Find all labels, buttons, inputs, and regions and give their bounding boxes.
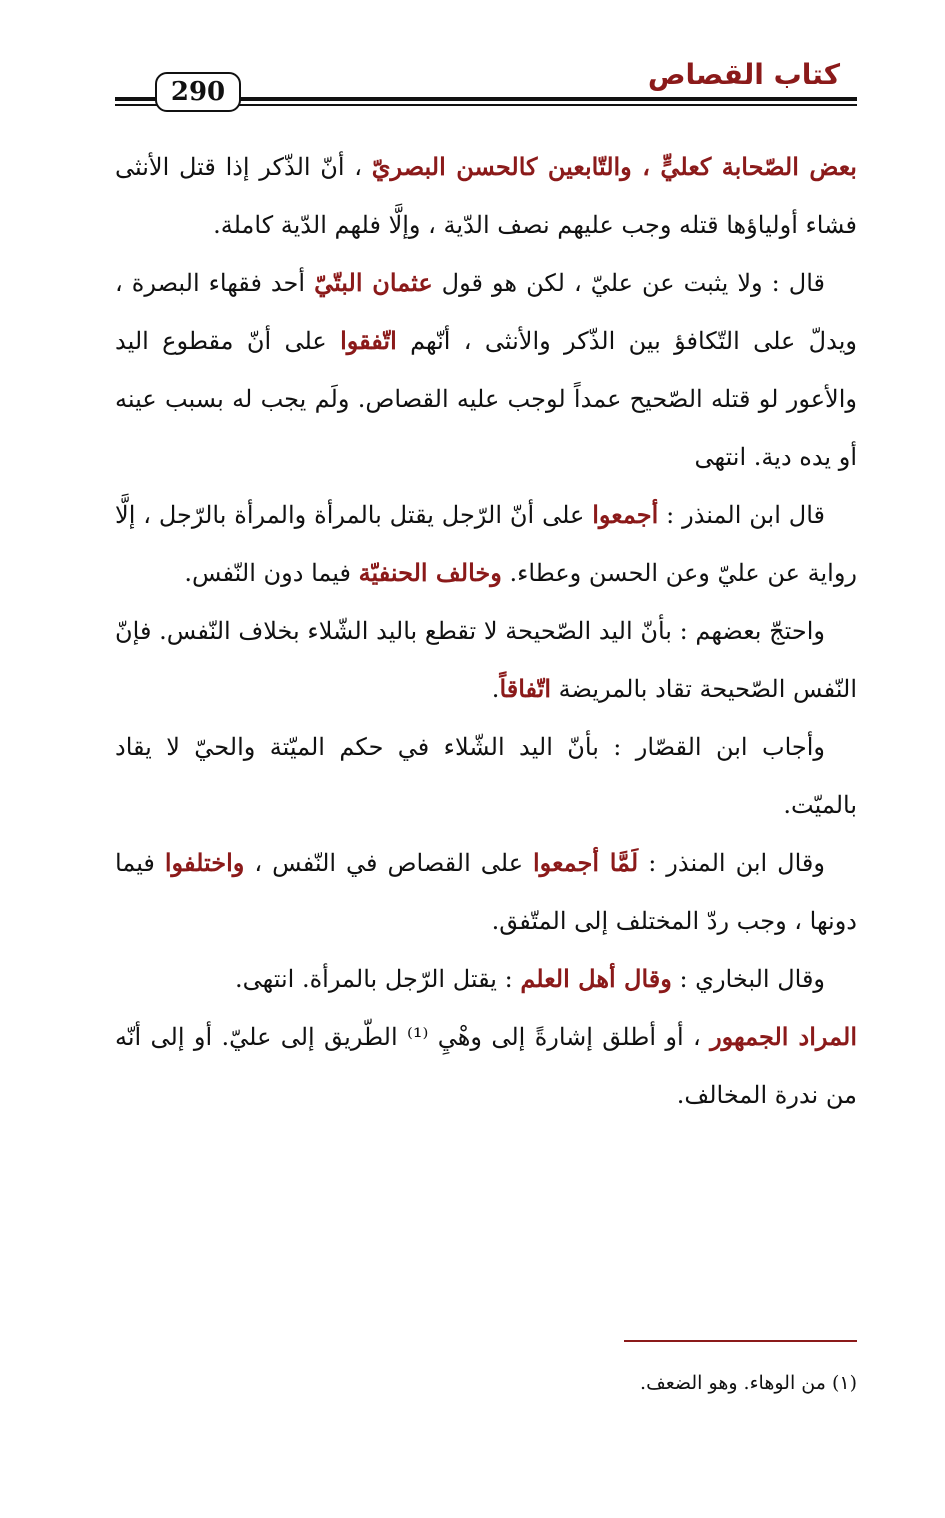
text-run: وقال ابن المنذر : (638, 849, 825, 877)
highlighted-text: أجمعوا (592, 500, 659, 529)
highlighted-text: واختلفوا (164, 848, 245, 877)
paragraph (115, 834, 857, 950)
text-run: على أنّ مقطوع اليد والأعور لو قتله الصّحيح عمداً لوجب عليه القصاص. ولَم يجب له بسبب عينه أو يده دية. انتهى (115, 327, 857, 471)
text-run: فيما دونها ، وجب ردّ المختلف إلى المتّفق. (115, 849, 857, 935)
text-run: . (491, 675, 500, 703)
paragraph (115, 602, 857, 718)
paragraph (115, 1008, 857, 1124)
footnote-separator (624, 1340, 857, 1342)
paragraph (115, 138, 857, 254)
text-run: على أنّ الرّجل يقتل بالمرأة والمرأة بالرّجل ، إلَّا رواية عن عليّ وعن الحسن وعطاء. (115, 501, 857, 587)
paragraph (115, 950, 857, 1008)
paragraph (115, 486, 857, 602)
text-run: ، أو أطلق إشارةً إلى وهْيِ ⁽¹⁾ الطّريق إلى عليّ. أو إلى أنّه من ندرة المخالف. (115, 1023, 857, 1109)
highlighted-text: اتّفقوا (340, 326, 397, 355)
highlighted-text: اتّفاقاً (499, 674, 552, 703)
highlighted-text: بعض الصّحابة كعليٍّ ، والتّابعين كالحسن البصريّ (371, 152, 857, 181)
page-body (115, 138, 857, 1124)
text-run: فيما دون النّفس. (184, 559, 359, 587)
highlighted-text: لَمَّا أجمعوا (533, 848, 639, 877)
highlighted-text: وخالف الحنفيّة (358, 558, 502, 587)
page-number-box (155, 72, 241, 112)
highlighted-text: وقال أهل العلم (520, 964, 672, 993)
page-number: 290 (170, 77, 226, 107)
paragraph (115, 718, 857, 834)
text-run: قال : ولا يثبت عن عليّ ، لكن هو قول (432, 269, 825, 297)
text-run: أحد فقهاء البصرة ، ويدلّ على التّكافؤ بين الذّكر والأنثى ، أنّهم (115, 269, 857, 355)
paragraph (115, 254, 857, 486)
text-run: : يقتل الرّجل بالمرأة. انتهى. (235, 965, 521, 993)
text-run: قال ابن المنذر : (658, 501, 826, 529)
footnote: (١) من الوهاء. وهو الضعف. (640, 1372, 857, 1394)
text-run: واحتجّ بعضهم : بأنّ اليد الصّحيحة لا تقطع باليد الشّلاء بخلاف النّفس. فإنّ النّفس الصّحيحة تقاد بالمريضة (115, 617, 857, 703)
page-header (0, 0, 945, 120)
text-run: وقال البخاري : (671, 965, 825, 993)
book-title: كتاب القصاص (647, 58, 840, 91)
highlighted-text: المراد الجمهور (710, 1022, 857, 1051)
highlighted-text: عثمان البتّيّ (314, 268, 433, 297)
text-run: على القصاص في النّفس ، (244, 849, 534, 877)
text-run: ، أنّ الذّكر إذا قتل الأنثى فشاء أولياؤها قتله وجب عليهم نصف الدّية ، وإلَّا فلهم الدّية كاملة. (115, 153, 857, 239)
text-run: وأجاب ابن القصّار : بأنّ اليد الشّلاء في حكم الميّتة والحيّ لا يقاد بالميّت. (115, 733, 857, 819)
